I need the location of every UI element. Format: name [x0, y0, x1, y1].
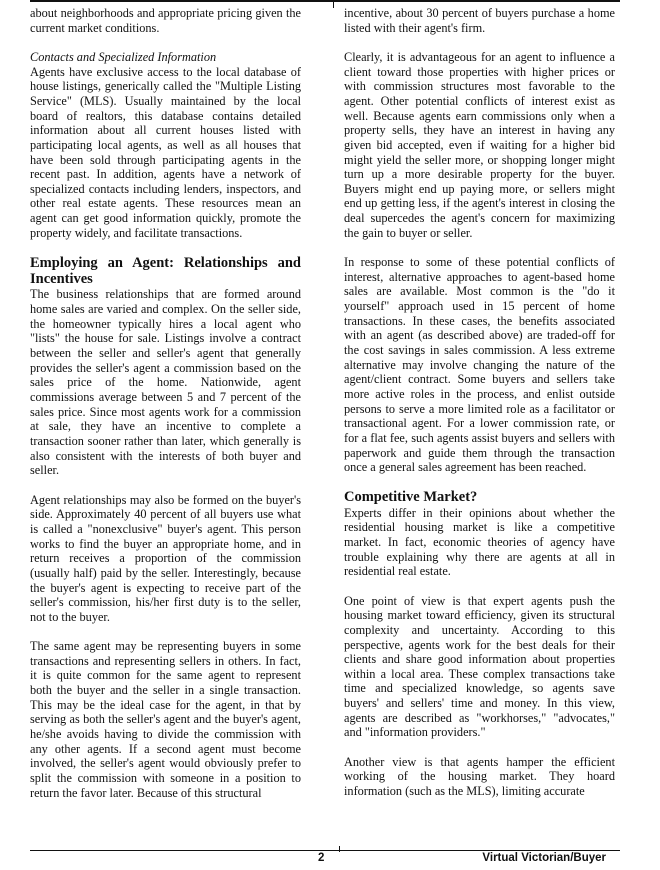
paragraph-point-of-view: One point of view is that expert agents push the housing market toward efficiency, given its structural complexity and uncertainty. According to this perspective, agents work for the best deals for their clients and share good information about properties within a local area. These complex transactions take time and specialized knowledge, so agents save buyers' and sellers' time and money. In this view, agents are described as "workhorses," "advocates," and "information providers." [344, 593, 615, 740]
employing-agent-heading: Employing an Agent: Relationships and Incentives [30, 255, 301, 288]
paragraph-buyer-side: Agent relationships may also be formed on the buyer's side. Approximately 40 percent of all buyers use what is called a "nonexclusive" buyer's agent. This person works to find the buyer an appropriate home, and in return receives a proportion of the commission (usually half) paid by the seller. Interestingly, because the buyer's agent is expecting to receive part of the seller's commission, his/her first duty is to the seller, not to the buyer. [30, 492, 301, 624]
footer-tick [339, 846, 340, 852]
paragraph-incentive-end: incentive, about 30 percent of buyers purchase a home listed with their agent's firm. [344, 6, 615, 35]
paragraph-alternatives: In response to some of these potential conflicts of interest, alternative approaches to agent-based home sales are available. Most common is the "do it yourself" approach used in 15 percent of home transactions. In these cases, the benefits associated with an agent (as described above) are traded-off for the cost savings in sales commission. A less extreme alternative may involve changing the nature of the agent/client contract. Some buyers and sellers take more active roles in the process, and enlist outside persons to serve a more limited role as a facilitator or transactional agent. For a lower commission rate, or for a flat fee, such agents assist buyers and sellers with paperwork and guide them through the transaction once a general sales agreement has been reached. [344, 255, 615, 475]
top-column-divider-tick [333, 0, 334, 8]
top-rule [30, 0, 620, 2]
paragraph-business-relationships: The business relationships that are formed around home sales are varied and complex. On the seller side, the homeowner typically hires a local agent who "lists" the house for sale. Listings involve a contract between the seller and seller's agent that generally provides the seller's agent a commission based on the sales price of the home. Nationwide, agent commissions average between 5 and 7 percent of the sales price. Since most agents work for a commission at sale, they have an incentive to complete a transaction sooner rather than later, which generally is also consistent with the interests of both buyer and seller. [30, 287, 301, 478]
paragraph-contacts: Agents have exclusive access to the local database of house listings, generically called the "Multiple Listing Service" (MLS). Usually maintained by the local board of realtors, this database contains detailed information about all current houses listed with participating local agents, as well as all houses that have been sold through participating agents in the recent past. In addition, agents have a network of specialized contacts including lenders, inspectors, and other real estate agents. These resources mean an agent can get good information quickly, promote the property widely, and facilitate transactions. [30, 64, 301, 240]
right-column [344, 6, 615, 799]
page-number: 2 [318, 852, 325, 864]
paragraph-another-view: Another view is that agents hamper the efficient working of the housing market. They hoard information (such as the MLS), limiting accurate [344, 754, 615, 799]
footer-rule [30, 850, 620, 851]
running-title: Virtual Victorian/Buyer [482, 852, 606, 864]
competitive-market-heading: Competitive Market? [344, 489, 478, 506]
paragraph-conflicts: Clearly, it is advantageous for an agent to influence a client toward those properties with higher prices or with commission structures most favorable to the agent. Other potential conflicts of interest exist as well. Because agents earn commissions only when a property sells, they have an interest in having any given bid accepted, even if waiting for a higher bid might yield the seller more, or shopping longer might turn up a more desirable property for the buyer. Buyers might end up paying more, or sellers might end up getting less, if the agent's interest in closing the deal supercedes the agent's concern for maximizing the gain to buyer or seller. [344, 49, 615, 240]
paragraph-intro-end: about neighborhoods and appropriate pricing given the current market conditions. [30, 6, 301, 35]
left-column [30, 6, 301, 800]
paragraph-same-agent: The same agent may be representing buyers in some transactions and representing sellers in others. In fact, it is quite common for the same agent to represent both the buyer and the seller in a single transaction. This may be the ideal case for the agent, in that by serving as both the seller's agent and the buyer's agent, he/she avoids having to divide the commission with any other agents. If a second agent must become involved, the seller's agent would obviously prefer to split the commission with someone in a position to return the favor later. Because of this structural [30, 639, 301, 800]
paragraph-experts: Experts differ in their opinions about whether the residential housing market is like a competitive market. In fact, economic theories of agency have trouble explaining why there are agents at all in residential real estate. [344, 505, 615, 579]
contacts-subheading: Contacts and Specialized Information [30, 49, 217, 64]
